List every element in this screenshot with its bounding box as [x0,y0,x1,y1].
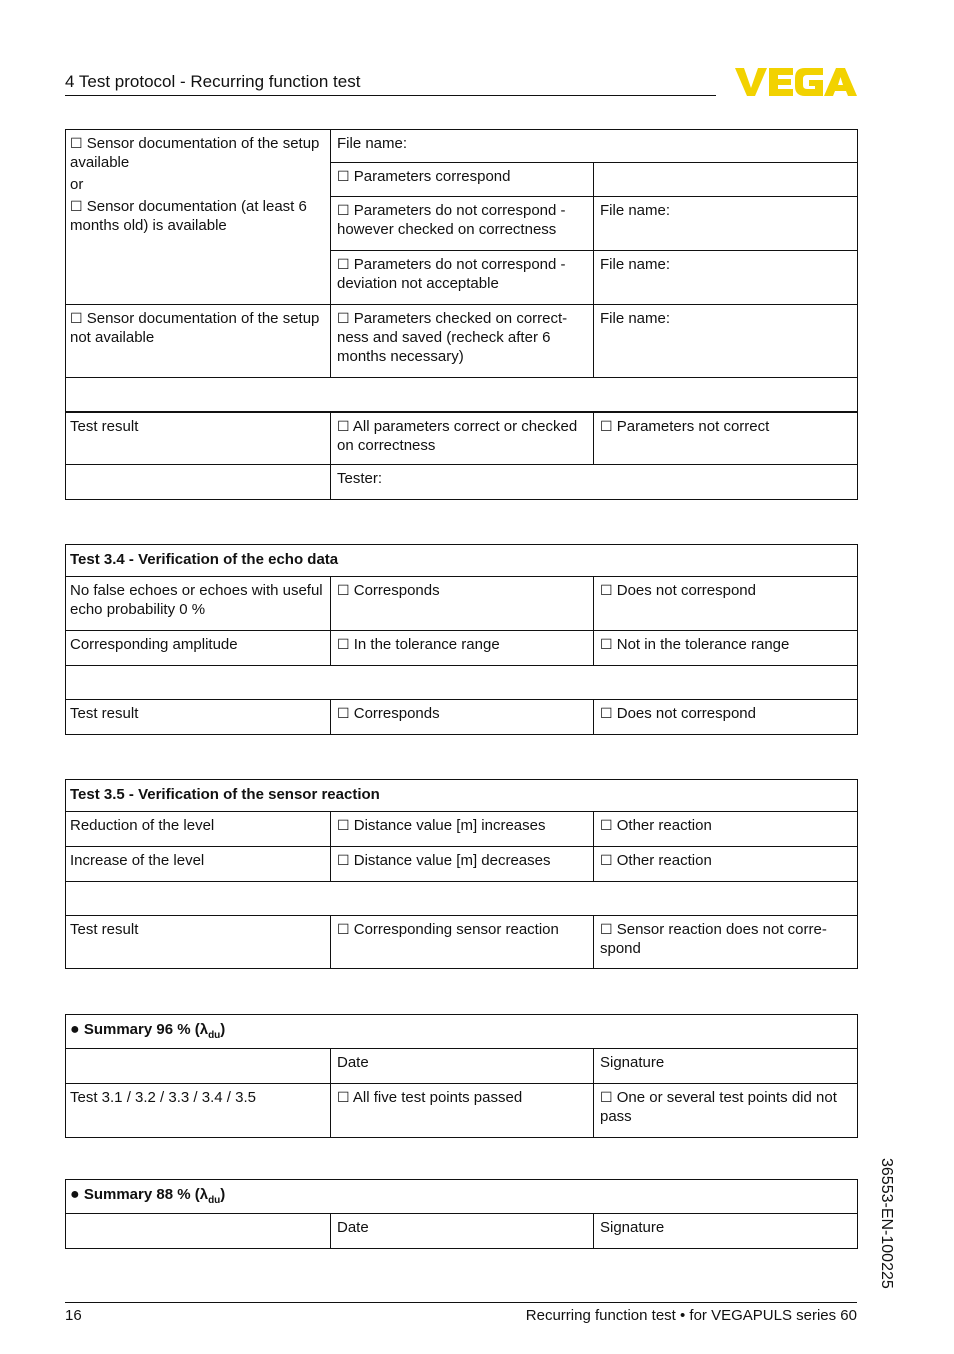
or-label: or [70,176,84,193]
params-checked-saved-label: Parameters checked on correctness and saved (recheck after 6 months necessary) [337,310,568,365]
test-result-label: Test result [70,417,139,435]
footer-rule [65,1302,857,1303]
summary-title-suffix: ) [220,1021,226,1038]
summary-title-prefix: Summary 88 % (λ [83,1186,209,1203]
summary-title-suffix: ) [220,1186,226,1203]
corresponding-reaction-label: Corresponding sensor reaction [353,921,559,938]
amplitude-label: Corresponding amplitude [70,636,238,653]
all-params-correct-label: All parameters correct or checked on correctness [337,417,578,454]
signature-label: Signature [600,1219,665,1236]
distance-increases-label: Distance value [m] increases [353,817,546,834]
page-number: 16 [65,1307,82,1324]
echo-data-table [65,544,858,735]
file-name-label: File name: [600,256,671,273]
checkbox-icon[interactable]: ☐ [600,1089,613,1105]
vega-logo [735,66,859,98]
all-passed-label: All five test points passed [352,1089,523,1106]
checkbox-icon[interactable]: ☐ [337,202,350,218]
increase-level-label: Increase of the level [70,852,205,869]
not-in-tolerance-label: Not in the tolerance range [616,636,790,653]
checkbox-icon[interactable]: ☐ [337,1089,350,1105]
checkbox-icon[interactable]: ☐ [337,256,350,272]
checkbox-icon[interactable]: ☐ [600,705,613,721]
checkbox-icon[interactable]: ☐ [337,582,350,598]
test-result-label: Test result [70,921,139,938]
doc-available-label: Sensor documentation of the setup available [70,135,320,171]
parameter-documentation-table [65,129,858,500]
false-echoes-label: No false echoes or echoes with useful echo probability 0 % [70,582,323,618]
in-tolerance-label: In the tolerance range [353,636,500,653]
summary-title-sub: du [208,1030,221,1041]
spacer-row [66,882,858,916]
checkbox-icon[interactable]: ☐ [600,852,613,868]
file-name-cell [331,130,858,163]
checkbox-icon[interactable]: ☐ [70,135,83,151]
bullet-icon: ● [70,1186,80,1203]
document-code: 36553-EN-100225 [878,1158,895,1289]
other-reaction-label: Other reaction [616,852,712,869]
checkbox-icon[interactable]: ☐ [600,817,613,833]
page-header-title: 4 Test protocol - Recurring function test [65,72,361,91]
file-name-label: File name: [600,310,671,327]
checkbox-icon[interactable]: ☐ [70,198,83,214]
checkbox-icon[interactable]: ☐ [337,636,350,652]
does-not-correspond-label: Does not correspond [616,705,756,722]
summary-96-table [65,1014,858,1138]
doc-old-label: Sensor documentation (at least 6 months old) is available [70,198,307,234]
empty-cell [594,163,858,197]
other-reaction-label: Other reaction [616,817,712,834]
params-correspond-label: Parameters correspond [353,168,511,185]
params-not-correspond-checked-label: Parameters do not correspond - however checked on correctness [337,202,566,238]
checkbox-icon[interactable]: ☐ [337,852,350,868]
does-not-correspond-label: Does not correspond [616,582,756,599]
checkbox-icon[interactable]: ☐ [600,582,613,598]
file-name-label: File name: [337,135,408,152]
summary-88-table [65,1179,858,1249]
spacer-row [66,666,858,700]
empty-cell [66,465,331,500]
corresponds-label: Corresponds [353,582,440,599]
reaction-not-correspond-label: Sensor reaction does not correspond [600,921,827,957]
header-rule [65,95,716,96]
bullet-icon: ● [70,1021,80,1038]
date-label: Date [337,1219,369,1236]
corresponds-label: Corresponds [353,705,440,722]
summary-title [66,1015,858,1049]
doc-not-available-label: Sensor documentation of the setup not available [70,310,320,346]
footer-text: Recurring function test • for VEGAPULS series 60 [525,1307,857,1324]
table-title: Test 3.5 - Verification of the sensor reaction [66,780,858,812]
checkbox-icon[interactable]: ☐ [600,636,613,652]
params-not-correct-label: Parameters not correct [616,417,770,435]
spacer-row [66,378,858,412]
checkbox-icon[interactable]: ☐ [600,417,613,434]
summary-title-sub: du [208,1195,221,1206]
checkbox-icon[interactable]: ☐ [337,168,350,184]
empty-cell [66,1214,331,1249]
checkbox-icon[interactable]: ☐ [70,310,83,326]
checkbox-icon[interactable]: ☐ [337,921,350,937]
empty-cell [66,1049,331,1084]
params-not-correspond-deviation-label: Parameters do not correspond - deviation not acceptable [337,256,566,292]
checkbox-icon[interactable]: ☐ [337,310,350,326]
signature-label: Signature [600,1054,665,1071]
doc-available-cell [66,130,331,305]
checkbox-icon[interactable]: ☐ [337,705,350,721]
checkbox-icon[interactable]: ☐ [337,417,350,434]
distance-decreases-label: Distance value [m] decreases [353,852,551,869]
date-label: Date [337,1054,369,1071]
summary-title-prefix: Summary 96 % (λ [83,1021,209,1038]
reduction-level-label: Reduction of the level [70,817,215,834]
checkbox-icon[interactable]: ☐ [600,921,613,937]
sensor-reaction-table [65,779,858,969]
checkbox-icon[interactable]: ☐ [337,817,350,833]
tester-label: Tester: [337,470,383,487]
test-result-label: Test result [70,705,139,722]
file-name-label: File name: [600,202,671,219]
not-passed-label: One or several test points did not pass [600,1089,837,1125]
summary-title [66,1180,858,1214]
table-title: Test 3.4 - Verification of the echo data [66,545,858,577]
tests-list-label: Test 3.1 / 3.2 / 3.3 / 3.4 / 3.5 [70,1089,256,1106]
